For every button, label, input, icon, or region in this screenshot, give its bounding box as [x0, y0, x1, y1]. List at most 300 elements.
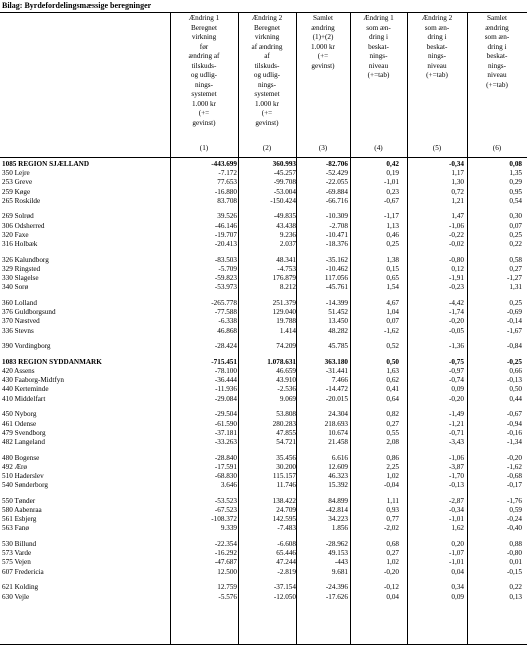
cell-col-4: 0,62 [386, 376, 399, 385]
cell-col-6: 0,27 [509, 264, 522, 273]
cell-col-3: -10.462 [325, 264, 348, 273]
cell-col-1: -83.503 [214, 255, 237, 264]
cell-col-6: -1,34 [507, 437, 522, 446]
cell-col-2: -4.753 [277, 264, 296, 273]
cell-col-1: -53.973 [214, 283, 237, 292]
cell-col-6: -0,24 [507, 515, 522, 524]
municipality-name: 253 Greve [2, 178, 33, 187]
cell-col-3: 46.323 [328, 471, 348, 480]
cell-col-3: 51.452 [328, 308, 348, 317]
table-row [0, 506, 527, 515]
cell-col-4: 0,65 [386, 274, 399, 283]
cell-col-4: 0,82 [386, 410, 399, 419]
cell-col-4: 1,04 [386, 308, 399, 317]
cell-col-2: 138.422 [272, 496, 296, 505]
municipality-name: 1083 REGION SYDDANMARK [2, 357, 102, 366]
table-body [0, 160, 527, 602]
cell-col-1: -47.687 [214, 558, 237, 567]
cell-col-2: 43.910 [276, 376, 296, 385]
cell-col-4: 2,08 [386, 437, 399, 446]
cell-col-6: -0,68 [507, 471, 522, 480]
cell-col-2: 35.456 [276, 453, 296, 462]
cell-col-5: -0,13 [449, 481, 464, 490]
cell-col-2: 8.212 [279, 283, 296, 292]
municipality-name: 259 Køge [2, 187, 31, 196]
cell-col-6: -0,94 [507, 419, 522, 428]
cell-col-4: 4,67 [386, 298, 399, 307]
cell-col-5: -1,06 [449, 453, 464, 462]
municipality-name: 510 Haderslev [2, 471, 44, 480]
cell-col-3: 48.282 [328, 326, 348, 335]
region-total-row [0, 160, 527, 169]
cell-col-1: -53.523 [214, 496, 237, 505]
cell-col-3: 1.856 [331, 524, 348, 533]
cell-col-6: 0,66 [509, 367, 522, 376]
cell-col-4: 0,04 [386, 592, 399, 601]
cell-col-4: 0,19 [386, 169, 399, 178]
cell-col-3: -82.706 [325, 160, 348, 168]
cell-col-2: 129.040 [272, 308, 296, 317]
cell-col-2: 48.341 [276, 255, 296, 264]
cell-col-5: 0,09 [451, 385, 464, 394]
cell-col-6: -0,67 [507, 410, 522, 419]
cell-col-1: -19.707 [214, 230, 237, 239]
cell-col-4: 0,64 [386, 394, 399, 403]
cell-col-2: 43.438 [276, 221, 296, 230]
table-row [0, 342, 527, 351]
table-row [0, 240, 527, 249]
cell-col-2: 74.209 [276, 342, 296, 351]
cell-col-6: -0,13 [507, 376, 522, 385]
cell-col-1: -33.263 [214, 437, 237, 446]
cell-col-6: -0,80 [507, 549, 522, 558]
cell-col-1: -46.146 [214, 221, 237, 230]
cell-col-1: -5.709 [218, 264, 237, 273]
municipality-name: 306 Odsherred [2, 221, 45, 230]
cell-col-2: 9.236 [279, 230, 296, 239]
cell-col-6: -0,16 [507, 428, 522, 437]
cell-col-3: -10.309 [325, 212, 348, 221]
cell-col-6: 0,25 [509, 298, 522, 307]
cell-col-4: 1,02 [386, 558, 399, 567]
cell-col-5: 0,04 [451, 567, 464, 576]
cell-col-2: -53.004 [273, 187, 296, 196]
cell-col-4: 0,41 [386, 385, 399, 394]
column-number-6: (6) [492, 144, 502, 152]
cell-col-4: 0,46 [386, 230, 399, 239]
cell-col-5: -0,74 [449, 376, 464, 385]
cell-col-4: 0,27 [386, 549, 399, 558]
cell-col-6: 0,50 [509, 385, 522, 394]
table-row [0, 308, 527, 317]
cell-col-5: -1,91 [449, 274, 464, 283]
cell-col-5: 1,47 [451, 212, 464, 221]
table-row [0, 583, 527, 592]
cell-col-1: -28.840 [214, 453, 237, 462]
municipality-name: 492 Ærø [2, 462, 27, 471]
municipality-name: 430 Faaborg-Midtfyn [2, 376, 64, 385]
cell-col-4: -0,20 [384, 567, 399, 576]
municipality-name: 561 Esbjerg [2, 515, 37, 524]
cell-col-6: -0,25 [507, 357, 522, 366]
cell-col-1: -11.936 [215, 385, 237, 394]
table-row [0, 549, 527, 558]
cell-col-2: 65.446 [276, 549, 296, 558]
cell-col-3: -35.162 [325, 255, 348, 264]
cell-col-4: 0,55 [386, 428, 399, 437]
cell-col-1: -78.100 [214, 367, 237, 376]
cell-col-2: 11.746 [276, 481, 296, 490]
table-row [0, 376, 527, 385]
cell-col-6: 0,25 [509, 230, 522, 239]
table-row [0, 463, 527, 472]
municipality-name: 330 Slagelse [2, 274, 39, 283]
cell-col-6: -0,84 [507, 342, 522, 351]
municipality-name: 350 Lejre [2, 169, 30, 178]
cell-col-1: -17.591 [214, 462, 237, 471]
cell-col-1: -59.823 [214, 274, 237, 283]
cell-col-5: 1,17 [451, 169, 464, 178]
cell-col-4: -2,02 [384, 524, 399, 533]
municipality-name: 573 Varde [2, 549, 32, 558]
cell-col-4: 0,25 [386, 240, 399, 248]
municipality-name: 540 Sønderborg [2, 481, 48, 490]
table-row [0, 515, 527, 524]
cell-col-1: -77.588 [214, 308, 237, 317]
cell-col-4: 1,13 [386, 221, 399, 230]
cell-col-5: -0,34 [449, 160, 464, 168]
cell-col-2: 46.659 [276, 367, 296, 376]
cell-col-6: -0,69 [507, 308, 522, 317]
cell-col-4: 1,38 [386, 255, 399, 264]
table-row [0, 410, 527, 419]
cell-col-5: 1,21 [451, 196, 464, 205]
cell-col-4: 0,52 [386, 342, 399, 351]
table-row [0, 299, 527, 308]
table-row [0, 593, 527, 602]
cell-col-6: 0,22 [509, 583, 522, 592]
table-row [0, 568, 527, 577]
municipality-name: 340 Sorø [2, 283, 29, 292]
column-number-1: (1) [199, 144, 209, 152]
municipality-name: 269 Solrød [2, 212, 34, 221]
cell-col-4: 1,11 [386, 496, 399, 505]
cell-col-2: -2.536 [277, 385, 296, 394]
cell-col-1: -7.172 [218, 169, 237, 178]
cell-col-5: -1,21 [449, 419, 464, 428]
cell-col-5: -0,02 [449, 240, 464, 248]
cell-col-5: -0,71 [449, 428, 464, 437]
municipality-name: 530 Billund [2, 540, 37, 549]
cell-col-1: -16.292 [214, 549, 237, 558]
municipality-name: 563 Fanø [2, 524, 29, 533]
cell-col-6: -1,62 [507, 462, 522, 471]
cell-col-4: -0,12 [384, 583, 399, 592]
cell-col-1: -20.413 [214, 240, 237, 248]
cell-col-3: -69.884 [325, 187, 348, 196]
table-row [0, 327, 527, 336]
cell-col-6: -0,14 [507, 317, 522, 326]
cell-col-3: -24.396 [325, 583, 348, 592]
cell-col-1: -29.084 [214, 394, 237, 403]
cell-col-3: -20.015 [325, 394, 348, 403]
cell-col-4: -1,17 [384, 212, 399, 221]
cell-col-6: -0,40 [507, 524, 522, 533]
cell-col-5: -1,36 [449, 342, 464, 351]
cell-col-6: -1,67 [507, 326, 522, 335]
table-row [0, 429, 527, 438]
cell-col-6: -0,15 [507, 567, 522, 576]
table-row [0, 231, 527, 240]
cell-col-4: 1,02 [386, 471, 399, 480]
cell-col-3: 6.616 [331, 453, 348, 462]
cell-col-3: 9.681 [331, 567, 348, 576]
table-row [0, 540, 527, 549]
cell-col-1: -715.451 [211, 357, 237, 366]
column-number-5: (5) [432, 144, 442, 152]
cell-col-1: -443.699 [211, 160, 237, 168]
cell-col-2: -12.050 [273, 592, 296, 601]
cell-col-1: 3.646 [220, 481, 237, 490]
cell-col-3: -31.441 [325, 367, 348, 376]
cell-col-1: -37.181 [214, 428, 237, 437]
column-number-2: (2) [262, 144, 272, 152]
cell-col-4: -1,01 [384, 178, 399, 187]
cell-col-5: 0,09 [451, 592, 464, 601]
cell-col-6: 0,07 [509, 221, 522, 230]
cell-col-5: 1,30 [451, 178, 464, 187]
cell-col-3: -18.376 [325, 240, 348, 248]
cell-col-1: -28.424 [214, 342, 237, 351]
municipality-name: 320 Faxe [2, 230, 29, 239]
table-row [0, 472, 527, 481]
cell-col-4: 0,15 [386, 264, 399, 273]
cell-col-1: -61.590 [214, 419, 237, 428]
cell-col-4: 0,42 [386, 160, 399, 168]
cell-col-6: 0,22 [509, 240, 522, 248]
cell-col-2: -37.154 [273, 583, 296, 592]
cell-col-3: -42.814 [325, 506, 348, 514]
municipality-name: 550 Tønder [2, 496, 36, 505]
cell-col-4: -1,62 [384, 326, 399, 335]
table-row [0, 481, 527, 490]
cell-col-6: -0,20 [507, 453, 522, 462]
table-row [0, 169, 527, 178]
cell-col-5: 0,34 [451, 583, 464, 592]
cell-col-5: -3,43 [449, 437, 464, 446]
table-row [0, 188, 527, 197]
municipality-name: 480 Bogense [2, 453, 40, 462]
table-row [0, 454, 527, 463]
cell-col-3: 15.392 [328, 481, 348, 490]
cell-col-3: 21.458 [328, 437, 348, 446]
cell-col-4: 2,25 [386, 462, 399, 471]
cell-col-6: 0,01 [509, 558, 522, 567]
cell-col-3: 84.899 [328, 496, 348, 505]
cell-col-1: 12.759 [217, 583, 237, 592]
cell-col-3: -22.055 [325, 178, 348, 187]
municipality-name: 316 Holbæk [2, 240, 38, 248]
cell-col-6: 0,88 [509, 540, 522, 549]
cell-col-2: -49.835 [273, 212, 296, 221]
cell-col-2: 2.037 [279, 240, 296, 248]
cell-col-4: 0,77 [386, 515, 399, 524]
cell-col-5: -0,23 [449, 283, 464, 292]
cell-col-1: -16.880 [214, 187, 237, 196]
cell-col-6: -1,27 [507, 274, 522, 283]
cell-col-4: 1,54 [386, 283, 399, 292]
cell-col-3: 13.450 [328, 317, 348, 326]
cell-col-2: -150.424 [270, 196, 296, 205]
cell-col-1: -68.830 [214, 471, 237, 480]
bottom-rule [0, 644, 527, 645]
municipality-name: 630 Vejle [2, 592, 30, 601]
cell-col-5: -1,01 [449, 558, 464, 567]
cell-col-2: 1.414 [279, 326, 296, 335]
cell-col-3: -45.761 [325, 283, 348, 292]
cell-col-1: 83.708 [217, 196, 237, 205]
cell-col-5: -2,87 [449, 496, 464, 505]
cell-col-3: 34.223 [328, 515, 348, 524]
cell-col-6: 0,30 [509, 212, 522, 221]
cell-col-5: -1,07 [449, 549, 464, 558]
cell-col-5: -1,01 [449, 515, 464, 524]
cell-col-5: -1,06 [449, 221, 464, 230]
cell-col-1: -6.338 [218, 317, 237, 326]
cell-col-3: -17.626 [325, 592, 348, 601]
cell-col-6: -1,76 [507, 496, 522, 505]
cell-col-2: -7.483 [277, 524, 296, 533]
cell-col-3: 45.785 [328, 342, 348, 351]
municipality-name: 575 Vejen [2, 558, 31, 567]
cell-col-3: 218.693 [324, 419, 348, 428]
cell-col-3: -52.429 [325, 169, 348, 178]
cell-col-2: 19.788 [276, 317, 296, 326]
table-row [0, 524, 527, 533]
cell-col-4: 0,86 [386, 453, 399, 462]
cell-col-1: -29.504 [214, 410, 237, 419]
column-number-4: (4) [374, 144, 383, 152]
municipality-name: 420 Assens [2, 367, 35, 376]
table-row [0, 438, 527, 447]
cell-col-5: -0,22 [449, 230, 464, 239]
cell-col-2: 9.069 [279, 394, 296, 403]
cell-col-4: -0,67 [384, 196, 399, 205]
cell-col-6: 1,35 [509, 169, 522, 178]
table-row [0, 395, 527, 404]
cell-col-5: -0,75 [449, 357, 464, 366]
cell-col-2: -2.819 [277, 567, 296, 576]
table-row [0, 256, 527, 265]
cell-col-3: -2.708 [329, 221, 348, 230]
municipality-name: 410 Middelfart [2, 394, 46, 403]
cell-col-3: -28.962 [325, 540, 348, 549]
cell-col-6: 0,44 [509, 394, 522, 403]
table-row [0, 274, 527, 283]
cell-col-4: 0,50 [386, 357, 399, 366]
municipality-name: 482 Langeland [2, 437, 45, 446]
municipality-name: 580 Aabenraa [2, 506, 42, 514]
cell-col-2: -6.608 [277, 540, 296, 549]
cell-col-4: 0,93 [386, 506, 399, 514]
municipality-name: 440 Kerteminde [2, 385, 49, 394]
cell-col-5: -0,34 [449, 506, 464, 514]
cell-col-2: -99.708 [273, 178, 296, 187]
table-row [0, 212, 527, 221]
table-row [0, 367, 527, 376]
municipality-name: 450 Nyborg [2, 410, 37, 419]
cell-col-1: -36.444 [214, 376, 237, 385]
table-row [0, 197, 527, 206]
cell-col-3: -10.471 [325, 230, 348, 239]
cell-col-4: 0,27 [386, 419, 399, 428]
municipality-name: 360 Lolland [2, 298, 37, 307]
table-row [0, 317, 527, 326]
table-row [0, 222, 527, 231]
cell-col-3: 117.056 [324, 274, 348, 283]
cell-col-3: 7.466 [331, 376, 348, 385]
cell-col-6: 0,13 [509, 592, 522, 601]
cell-col-2: -45.257 [273, 169, 296, 178]
cell-col-2: 115.157 [272, 471, 296, 480]
cell-col-2: 30.200 [276, 462, 296, 471]
cell-col-1: -22.354 [214, 540, 237, 549]
municipality-name: 376 Guldborgsund [2, 308, 56, 317]
cell-col-2: 176.879 [272, 274, 296, 283]
cell-col-6: 0,54 [509, 196, 522, 205]
cell-col-6: 0,29 [509, 178, 522, 187]
cell-col-5: -0,20 [449, 317, 464, 326]
cell-col-3: -443 [334, 558, 348, 567]
cell-col-2: 24.709 [276, 506, 296, 514]
cell-col-1: 12.500 [217, 567, 237, 576]
municipality-name: 1085 REGION SJÆLLAND [2, 160, 90, 168]
cell-col-5: 0,12 [451, 264, 464, 273]
table-header [0, 14, 527, 158]
cell-col-3: 10.674 [328, 428, 348, 437]
table-row [0, 420, 527, 429]
column-header-2: Ændring 2 Beregnet virkning af ændring af tilskuds- og udlig- nings- systemet 1.000 kr (+= gevinst) [251, 14, 283, 127]
municipality-name: 461 Odense [2, 419, 37, 428]
municipality-name: 265 Roskilde [2, 196, 41, 205]
column-header-3: Samlet ændring (1)+(2) 1.000 kr (+= gevinst) [311, 14, 335, 70]
cell-col-1: 39.526 [217, 212, 237, 221]
cell-col-3: -14.399 [325, 298, 348, 307]
cell-col-3: 24.304 [328, 410, 348, 419]
table-row [0, 265, 527, 274]
municipality-name: 326 Kalundborg [2, 255, 49, 264]
top-rule [0, 12, 527, 13]
municipality-name: 329 Ringsted [2, 264, 41, 273]
cell-col-5: -0,20 [449, 394, 464, 403]
cell-col-4: 1,63 [386, 367, 399, 376]
municipality-name: 479 Svendborg [2, 428, 46, 437]
municipality-name: 607 Fredericia [2, 567, 44, 576]
cell-col-3: 12.609 [328, 462, 348, 471]
cell-col-1: -108.372 [211, 515, 237, 524]
table-row [0, 178, 527, 187]
cell-col-6: 0,95 [509, 187, 522, 196]
region-total-row [0, 358, 527, 367]
cell-col-5: -4,42 [449, 298, 464, 307]
cell-col-6: 0,08 [509, 160, 522, 168]
municipality-name: 390 Vordingborg [2, 342, 51, 351]
cell-col-1: -5.576 [218, 592, 237, 601]
cell-col-2: 54.721 [276, 437, 296, 446]
cell-col-6: 1,31 [509, 283, 522, 292]
cell-col-1: 77.653 [217, 178, 237, 187]
cell-col-5: -3,87 [449, 462, 464, 471]
